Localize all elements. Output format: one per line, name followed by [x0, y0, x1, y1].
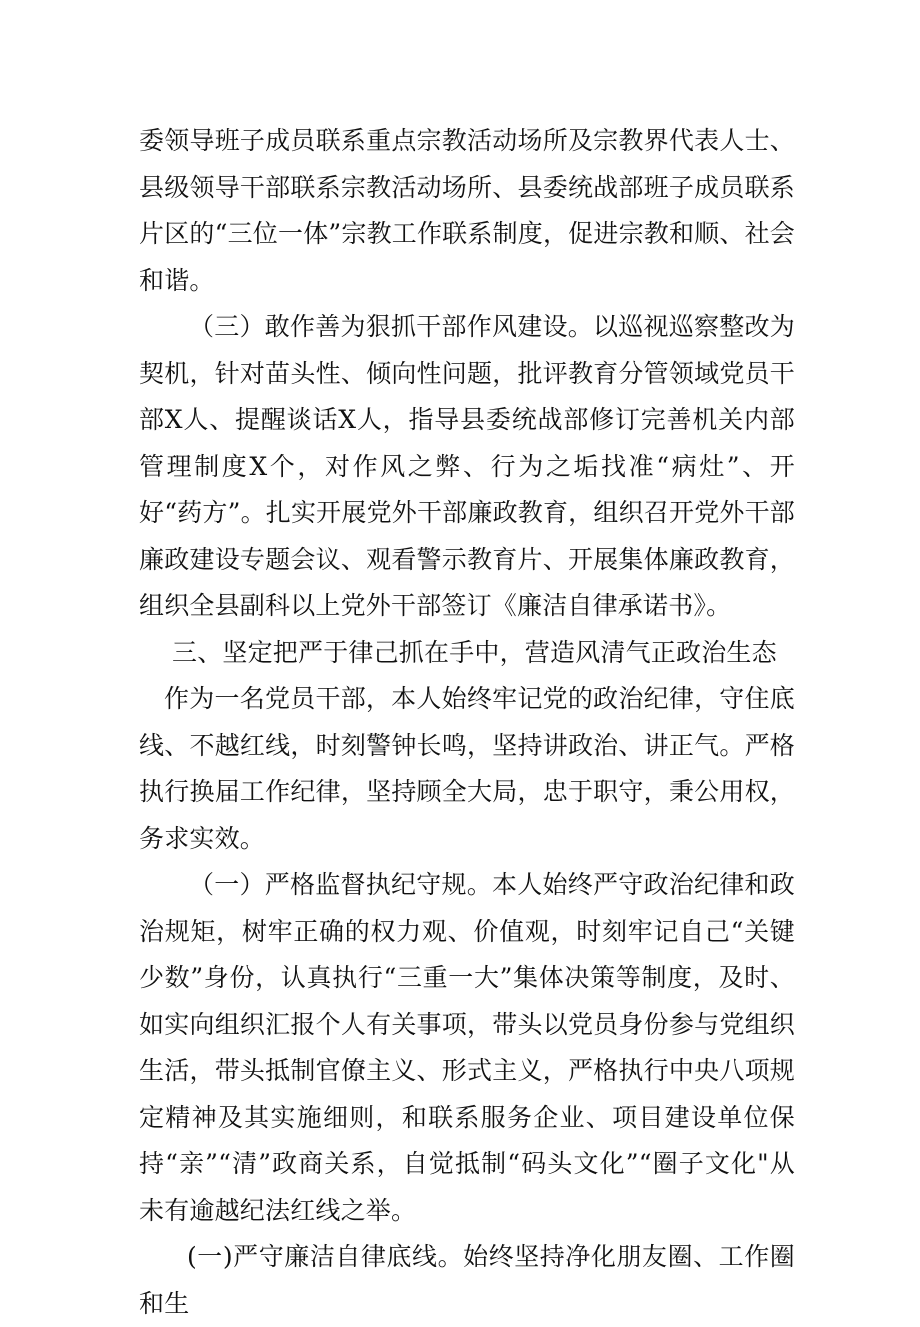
paragraph-section-3: （三）敢作善为狠抓干部作风建设。以巡视巡察整改为契机，针对苗头性、倾向性问题，批评教育分管领域党员干部X人、提醒谈话X人，指导县委统战部修订完善机关内部管理制度X个，对作风之弊、行为之垢找准“病灶”、开好“药方”。扎实开展党外干部廉政教育，组织召开党外干部廉政建设专题会议、观看警示教育片、开展集体廉政教育，组织全县副科以上党外干部签订《廉洁自律承诺书》。: [139, 312, 795, 620]
document-body: [139, 118, 795, 1327]
paragraph-subsection-1: （一）严格监督执纪守规。本人始终严守政治纪律和政治规矩，树牢正确的权力观、价值观，时刻牢记自己“关键少数”身份，认真执行“三重一大”集体决策等制度，及时、如实向组织汇报个人有关事项，带头以党员身份参与党组织生活，带头抵制官僚主义、形式主义，严格执行中央八项规定精神及其实施细则，和联系服务企业、项目建设单位保持“亲”“清”政商关系，自觉抵制“码头文化”“圈子文化"从未有逾越纪法红线之举。: [139, 870, 795, 1225]
paragraph-continued: 委领导班子成员联系重点宗教活动场所及宗教界代表人士、县级领导干部联系宗教活动场所、县委统战部班子成员联系片区的“三位一体”宗教工作联系制度，促进宗教和顺、社会和谐。: [139, 126, 795, 295]
section-heading: 三、坚定把严于律己抓在手中，营造风清气正政治生态: [172, 637, 777, 667]
paragraph-intro: 作为一名党员干部，本人始终牢记党的政治纪律，守住底线、不越红线，时刻警钟长鸣，坚持讲政治、讲正气。严格执行换届工作纪律，坚持顾全大局，忠于职守，秉公用权，务求实效。: [139, 684, 795, 853]
paragraph-subsection-2: (一)严守廉洁自律底线。始终坚持净化朋友圈、工作圈和生: [139, 1242, 795, 1318]
